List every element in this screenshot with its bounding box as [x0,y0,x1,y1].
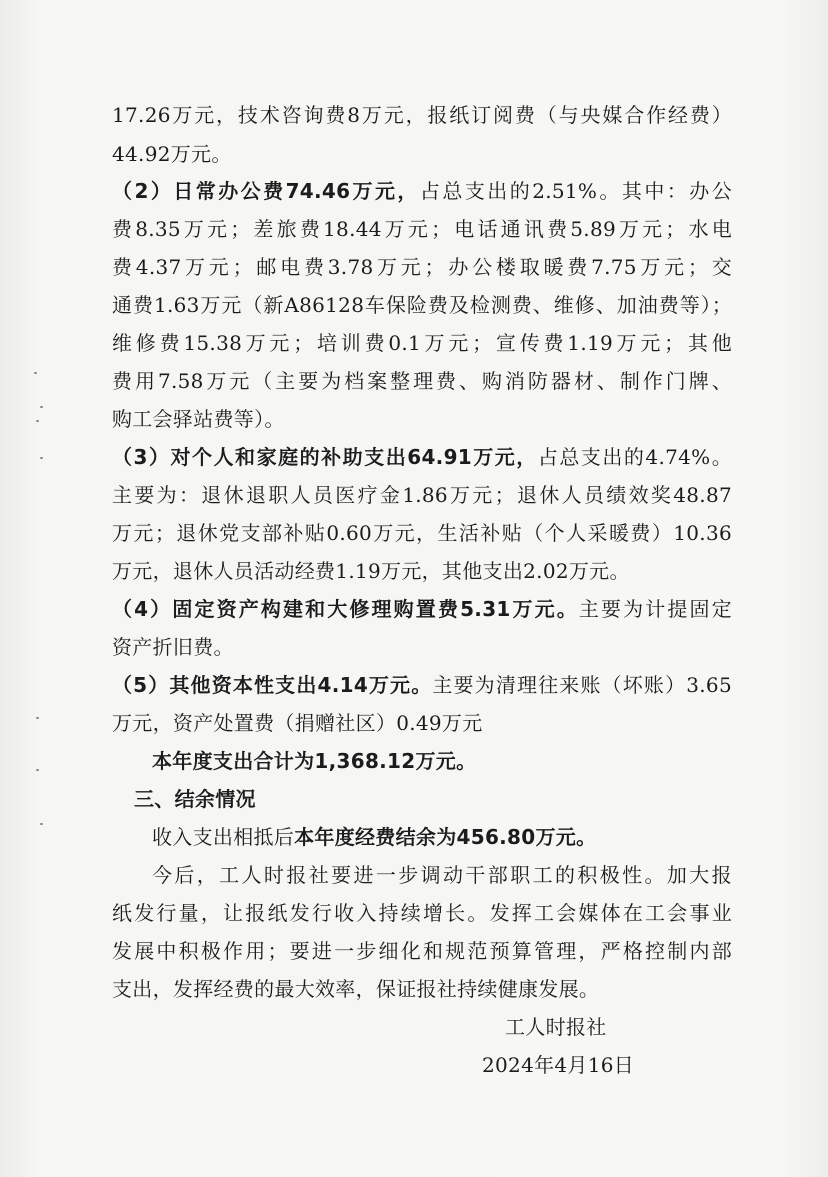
balance-amount: 本年度经费结余为456.80万元。 [294,825,597,849]
scan-speck [34,372,37,374]
paragraph-line: 发展中积极作用；要进一步细化和规范预算管理，严格控制内部 [112,939,732,963]
item-2-first-line [112,174,732,208]
scan-speck [36,769,39,771]
item-3-heading: （3）对个人和家庭的补助支出64.91万元， [112,445,538,469]
paragraph-line: 费4.37万元；邮电费3.78万元；办公楼取暖费7.75万元；交 [112,255,732,279]
item-4-heading: （4）固定资产构建和大修理购置费5.31万元。 [112,597,579,621]
paragraph-line: 纸发行量，让报纸发行收入持续增长。发挥工会媒体在工会事业 [112,901,732,925]
paragraph-line: 维修费15.38万元；培训费0.1万元；宣传费1.19万元；其他 [112,331,732,355]
item-5-text: 主要为清理往来账（坏账）3.65 [432,673,732,697]
total-expense: 本年度支出合计为1,368.12万元。 [152,749,477,773]
item-2-heading: （2）日常办公费74.46万元， [112,179,420,203]
scan-speck [40,406,43,408]
paragraph-line: 支出，发挥经费的最大效率，保证报社持续健康发展。 [112,977,600,1001]
paragraph-line: 购工会驿站费等）。 [112,407,285,431]
section-title: 三、结余情况 [134,787,256,811]
item-5-heading: （5）其他资本性支出4.14万元。 [112,673,433,697]
scan-speck [36,420,39,422]
scan-speck [36,717,39,719]
paragraph-line: 资产折旧费。 [112,635,234,659]
item-3-first-line [112,440,732,474]
paragraph-line: 万元，资产处置费（捐赠社区）0.49万元 [112,711,483,735]
paragraph-line: 主要为：退休退职人员医疗金1.86万元；退休人员绩效奖48.87 [112,483,732,507]
signature-date: 2024年4月16日 [482,1053,635,1077]
paragraph-line: 17.26万元，技术咨询费8万元，报纸订阅费（与央媒合作经费） [112,103,732,127]
item-4-text: 主要为计提固定 [578,597,732,621]
signature-organization: 工人时报社 [505,1015,607,1039]
item-2-text: 占总支出的2.51%。其中：办公 [419,179,732,203]
paragraph-line: 万元，退休人员活动经费1.19万元，其他支出2.02万元。 [112,559,630,583]
paragraph-line: 万元；退休党支部补贴0.60万元，生活补贴（个人采暖费）10.36 [112,521,732,545]
balance-line [152,820,712,854]
paragraph-line: 费8.35万元；差旅费18.44万元；电话通讯费5.89万元；水电 [112,217,732,241]
balance-prefix: 收入支出相抵后 [152,825,295,849]
paragraph-line: 今后，工人时报社要进一步调动干部职工的积极性。加大报 [152,863,732,887]
paragraph-line: 44.92万元。 [112,142,232,166]
scan-speck [40,823,43,825]
item-4-first-line [112,592,732,626]
item-3-text: 占总支出的4.74%。 [537,445,732,469]
scan-speck [40,457,43,459]
paragraph-line: 费用7.58万元（主要为档案整理费、购消防器材、制作门牌、 [112,369,732,393]
paragraph-line: 通费1.63万元（新A86128车保险费及检测费、维修、加油费等）； [112,293,732,317]
item-5-first-line [112,668,732,702]
